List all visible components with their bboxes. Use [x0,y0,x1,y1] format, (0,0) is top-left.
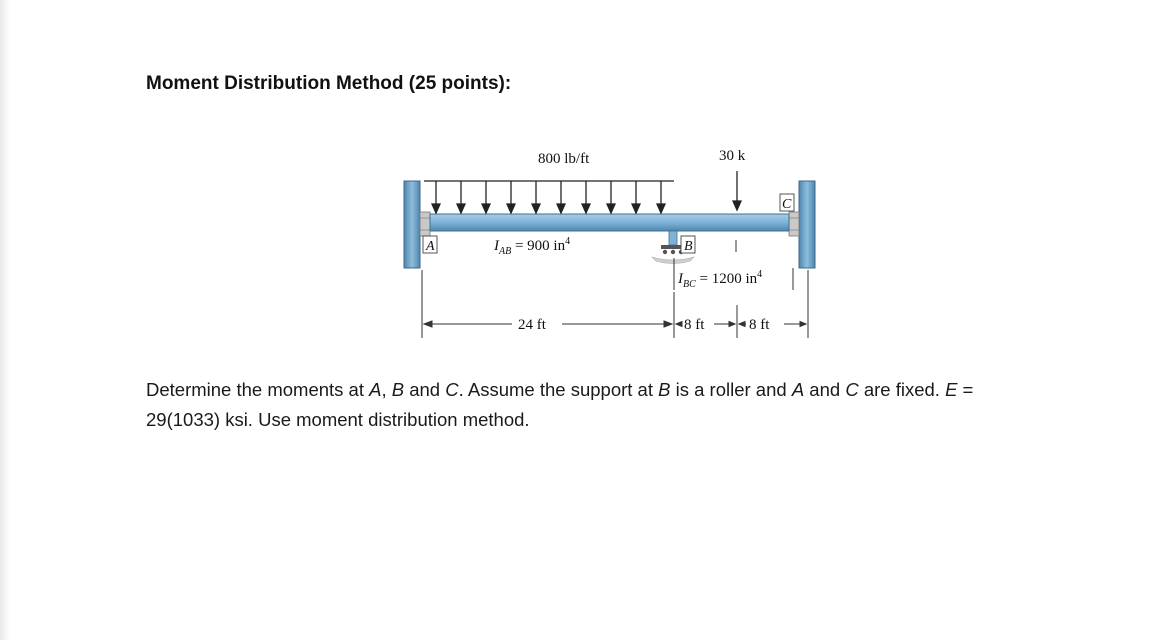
problem-text-2: . Assume the support at [458,379,659,400]
problem-var-c: C [445,379,459,400]
udl-arrow-10 [657,181,665,213]
udl-label: 800 lb/ft [538,151,590,167]
inertia-bc-subscript: BC [683,279,696,290]
inertia-ab-value: = 900 in [511,238,566,254]
page-title: Moment Distribution Method (25 points): [146,73,512,94]
problem-text-5: = 29(1033) ksi. Use moment distribution method. [146,379,974,430]
udl-arrow-5 [532,181,540,213]
problem-text-1: Determine the moments at [146,379,370,400]
point-load-label: 30 k [719,148,746,164]
problem-statement [146,375,1006,435]
udl-arrow-2 [457,181,465,213]
udl-arrow-4 [507,181,515,213]
udl-arrow-6 [557,181,565,213]
label-c: C [782,197,792,212]
inertia-bc-symbol: I [678,271,683,287]
inertia-ab-subscript: AB [499,246,512,257]
problem-var-a: A [369,379,382,400]
problem-var-e: E [945,379,958,400]
udl-arrow-8 [607,181,615,213]
problem-var-a2: A [791,379,805,400]
dimension-load-c: 8 ft [749,317,770,333]
inertia-bc-value: = 1200 in [695,271,758,287]
udl-arrow-9 [632,181,640,213]
problem-sep-1: , [381,379,392,400]
udl-arrow-7 [582,181,590,213]
fixed-support-a [404,181,430,268]
inertia-bc-exponent: 4 [757,269,763,280]
inertia-ab-symbol: I [494,238,499,254]
udl-arrow-3 [482,181,490,213]
inertia-bc-label [677,269,762,290]
problem-and-2: and [804,379,846,400]
problem-text-3: is a roller and [670,379,792,400]
problem-and-1: and [404,379,446,400]
inertia-ab-label [493,236,570,257]
beam [430,214,789,231]
label-a: A [426,239,435,254]
problem-text-4: are fixed. [858,379,946,400]
dimension-b-load: 8 ft [684,317,705,333]
inertia-ab-exponent: 4 [565,236,571,247]
problem-var-c2: C [845,379,859,400]
point-load [733,171,741,210]
distributed-load [424,181,674,213]
problem-var-b: B [391,379,405,400]
dimension-ab: 24 ft [518,317,546,333]
problem-var-b2: B [658,379,671,400]
udl-arrow-1 [432,181,440,213]
label-b: B [684,239,693,254]
